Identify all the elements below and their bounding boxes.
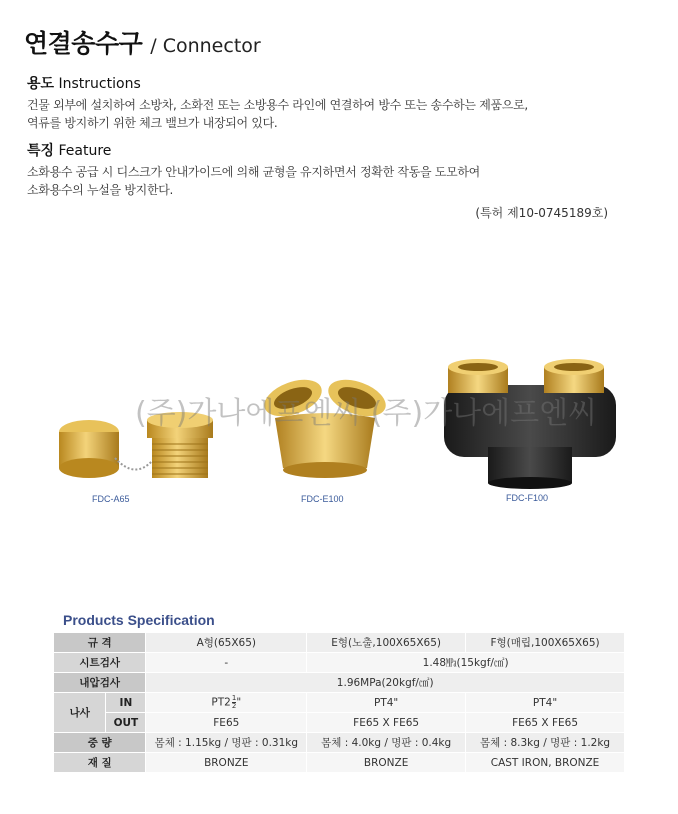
usage-text — [27, 96, 528, 132]
feature-line: 소화용수 공급 시 디스크가 안내가이드에 의해 균형을 유지하면서 정확한 작동을 도모하여 — [27, 165, 480, 179]
feature-text — [27, 163, 480, 199]
company-watermark: (주)가나에프엔씨 (주)가나에프엔씨 — [135, 396, 598, 431]
cell-type-a: A형(65X65) — [146, 633, 307, 653]
product-label-f100: FDC-F100 — [506, 493, 549, 503]
cell-in-e: PT4" — [307, 693, 466, 713]
patent-number: (특허 제10-0745189호) — [475, 206, 608, 220]
usage-heading-ko: 용도 — [27, 76, 55, 92]
cell-weight-e: 몸체 : 4.0kg / 명판 : 0.4kg — [307, 733, 466, 753]
product-label-e100: FDC-E100 — [301, 494, 344, 504]
in-a-prefix: PT2 — [211, 696, 231, 709]
cell-in-f: PT4" — [466, 693, 625, 713]
cell-type-e: E형(노출,100X65X65) — [307, 633, 466, 653]
usage-line: 역류를 방지하기 위한 체크 밸브가 내장되어 있다. — [27, 116, 278, 130]
usage-section — [27, 73, 528, 132]
table-row — [54, 673, 625, 693]
frac-top: 1 — [231, 694, 237, 702]
frac-bottom: 2 — [231, 702, 237, 710]
usage-line: 건물 외부에 설치하여 소방차, 소화전 또는 소방용수 라인에 연결하여 방수 또는 송수하는 제품으로, — [27, 98, 528, 112]
row-label-pressure: 내압검사 — [54, 673, 146, 693]
table-row — [54, 693, 625, 713]
spec-title: Products Specification — [63, 612, 215, 628]
cell-material-a: BRONZE — [146, 753, 307, 773]
table-row — [54, 733, 625, 753]
cell-type-f: F형(매립,100X65X65) — [466, 633, 625, 653]
chain — [115, 458, 153, 470]
feature-section — [27, 140, 480, 199]
cell-seat-ef: 1.48㎫(15kgf/㎠) — [307, 653, 625, 673]
usage-heading — [27, 73, 528, 93]
table-row — [54, 653, 625, 673]
feature-heading — [27, 140, 480, 160]
cell-out-a: FE65 — [146, 713, 307, 733]
cell-seat-a: - — [146, 653, 307, 673]
cell-material-f: CAST IRON, BRONZE — [466, 753, 625, 773]
cell-out-e: FE65 X FE65 — [307, 713, 466, 733]
feature-heading-ko: 특징 — [27, 143, 55, 159]
in-a-suffix: " — [236, 696, 242, 709]
row-label-material: 재 질 — [54, 753, 146, 773]
table-row — [54, 633, 625, 653]
row-label-weight: 중 량 — [54, 733, 146, 753]
product-label-a65: FDC-A65 — [92, 494, 130, 504]
cell-weight-a: 몸체 : 1.15kg / 명판 : 0.31kg — [146, 733, 307, 753]
cell-pressure: 1.96MPa(20kgf/㎠) — [146, 673, 625, 693]
usage-heading-en: Instructions — [58, 76, 141, 92]
cell-out-f: FE65 X FE65 — [466, 713, 625, 733]
cell-material-e: BRONZE — [307, 753, 466, 773]
row-label-out: OUT — [106, 713, 146, 733]
feature-line: 소화용수의 누설을 방지한다. — [27, 183, 174, 197]
row-label-seat: 시트검사 — [54, 653, 146, 673]
spec-table — [54, 633, 625, 773]
page-title — [24, 24, 261, 60]
cell-in-a — [146, 693, 307, 713]
feature-heading-en: Feature — [58, 143, 112, 159]
row-label-in: IN — [106, 693, 146, 713]
row-label-type: 규 격 — [54, 633, 146, 653]
cell-weight-f: 몸체 : 8.3kg / 명판 : 1.2kg — [466, 733, 625, 753]
table-row — [54, 713, 625, 733]
table-row — [54, 753, 625, 773]
title-korean: 연결송수구 — [24, 29, 143, 58]
title-english: / Connector — [150, 35, 261, 57]
row-label-thread: 나사 — [54, 693, 106, 733]
